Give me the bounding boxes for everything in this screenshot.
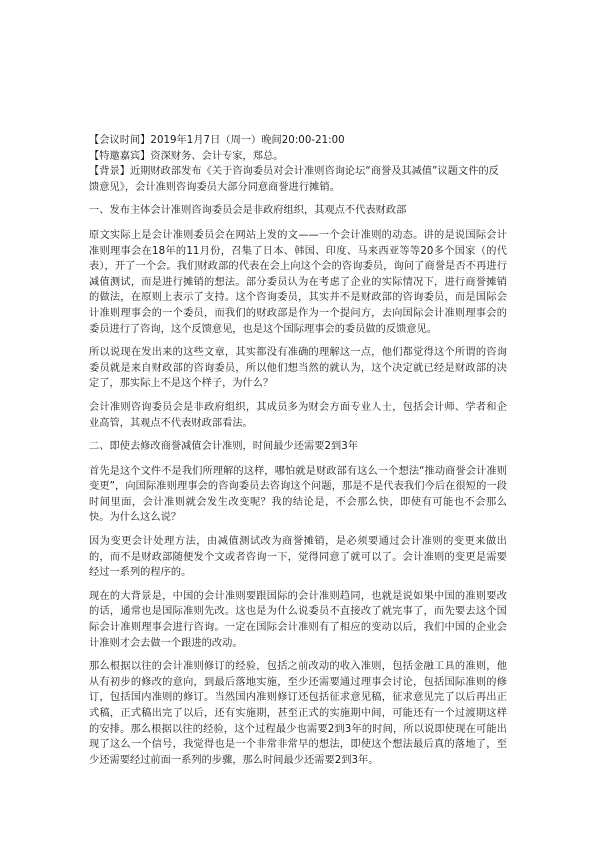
paragraph: 原文实际上是会计准则委员会在网站上发的文——一个会计准则的动态。讲的是说国际会计准则理事会在18年的11月份，召集了日本、韩国、印度、马来西亚等等20多个国家（的代表），开了一个会。我们财政部的代表在会上向这个会的咨询委员，询问了商誉是否不再进行减值测试，而是进行摊销的想法。部分委员认为在考虑了企业的实际情况下，进行商誉摊销的做法，在原则上表示了支持。这个咨询委员，其实并不是财政部的咨询委员，而是国际会计准则理事会的一个委员，而我们的财政部是作为一个提问方，去向国际会计准则理事会的委员进行了咨询，这个反馈意见，也是这个国际理事会的委员做的反馈意见。 [89, 229, 507, 335]
special-guest: 【特邀嘉宾】资深财务、会计专家，郑总。 [89, 150, 284, 162]
paragraph: 现在的大背景是，中国的会计准则要跟国际的会计准则趋同，也就是说如果中国的准则要改的话，通常也是国际准则先改。这也是为什么说委员不直接改了就完事了，而先要去这个国际会计准则理事会进行咨询。一定在国际会计准则有了相应的变动以后，我们中国的企业会计准则才会去做一个跟进的改动。 [89, 590, 507, 649]
paragraph: 那么根据以往的会计准则修订的经验，包括之前改动的收入准则，包括金融工具的准则，他从有初步的修改的意向，到最后落地实施，至少还需要通过理事会讨论，包括国际准则的修订，包括国内准则的修订。当然国内准则修订还包括征求意见稿，征求意见完了以后再出正式稿，正式稿出完了以后，还有实施期，甚至正式的实施期中间，可能还有一个过渡期这样的安排。那么根据以往的经验，这个过程最少也需要2到3年的时间，所以说即使现在可能出现了这么一个信号，我觉得也是一个非常非常早的想法，即使这个想法最后真的落地了，至少还需要经过前面一系列的步骤，那么时间最少还需要2到3年。 [89, 661, 507, 766]
section-heading-1: 一、发布主体会计准则咨询委员会是非政府组织，其观点不代表财政部 [89, 205, 407, 217]
meeting-info [89, 133, 507, 195]
section-heading-2: 二、即使去修改商誉减值会计准则，时间最少还需要2到3年 [89, 441, 358, 453]
paragraph: 首先是这个文件不是我们所理解的这样，哪怕就是财政部有这么一个想法“推动商誉会计准则变更”，向国际准则理事会的咨询委员去咨询这个问题，那是不是代表我们今后在很短的一段时间里面，会计准则就会发生改变呢？我的结论是，不会那么快，即使有可能也不会那么快。为什么这么说？ [89, 465, 507, 524]
meeting-time: 【会议时间】2019年1月7日（周一）晚间20:00-21:00 [89, 135, 345, 146]
paragraph: 会计准则咨询委员会是非政府组织，其成员多为财会方面专业人士，包括会计师、学者和企业高管，其观点不代表财政部看法。 [89, 401, 507, 429]
background-note: 【背景】近期财政部发布《关于咨询委员对会计准则咨询论坛“商誉及其减值”议题文件的反馈意见》，会计准则咨询委员大部分同意商誉进行摊销。 [89, 166, 499, 193]
article-body [89, 133, 507, 776]
paragraph: 因为变更会计处理方法，由减值测试改为商誉摊销，是必须要通过会计准则的变更来做出的，而不是财政部随便发个文或者咨询一下，觉得同意了就可以了。会计准则的变更是需要经过一系列的程序的。 [89, 536, 507, 579]
paragraph: 所以说现在发出来的这些文章，其实都没有准确的理解这一点，他们都觉得这个所谓的咨询委员就是来自财政部的咨询委员，所以他们想当然的就认为，这个决定就已经是财政部的决定了，那实际上不是这个样子，为什么？ [89, 347, 507, 390]
